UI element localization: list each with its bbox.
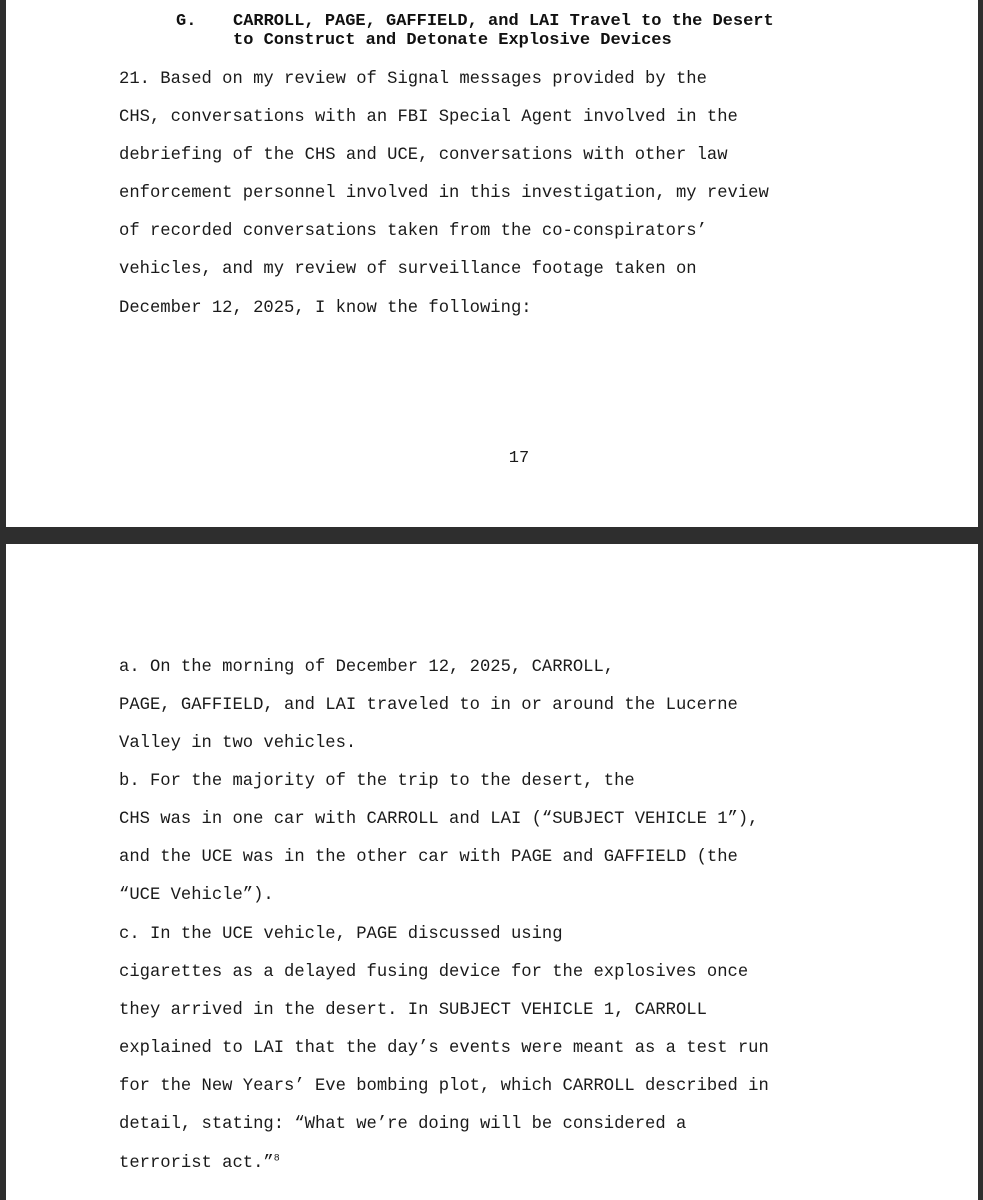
list-item-a: a. On the morning of December 12, 2025, CARROLL, PAGE, GAFFIELD, and LAI traveled to in or around the Lucerne Valley in two vehicles. — [119, 658, 738, 754]
document-page-17 — [6, 0, 978, 527]
document-page-18 — [6, 544, 978, 1200]
list-item-c — [119, 916, 859, 1183]
list-item-b: b. For the majority of the trip to the desert, the CHS was in one car with CARROLL and LAI (“SUBJECT VEHICLE 1”), and the UCE was in the other car with PAGE and GAFFIELD (the “UCE Vehicle”). — [119, 772, 759, 906]
list-item-c-text: c. In the UCE vehicle, PAGE discussed using cigarettes as a delayed fusing device for the explosives once they arrived in the desert. In SUBJECT VEHICLE 1, CARROLL explained to LAI that the day’s events were meant as a test run for the New Years’ Eve bombing plot, which CARROLL described in detail, stating: “What we’re doing will be considered a terrorist act.” — [119, 925, 769, 1173]
footnote-marker[interactable]: 8 — [273, 1152, 280, 1164]
page-number: 17 — [508, 449, 530, 468]
section-title: CARROLL, PAGE, GAFFIELD, and LAI Travel to the Desert to Construct and Detonate Explosive Devices — [233, 12, 774, 50]
section-letter: G. — [176, 12, 197, 31]
paragraph-21: 21. Based on my review of Signal messages provided by the CHS, conversations with an FBI Special Agent involved in the debriefing of the CHS and UCE, conversations with other law enforcement personnel involved in this investigation, my review of recorded conversations taken from the co-conspirators’ vehicles, and my review of surveillance footage taken on December 12, 2025, I know the following: — [119, 70, 769, 318]
